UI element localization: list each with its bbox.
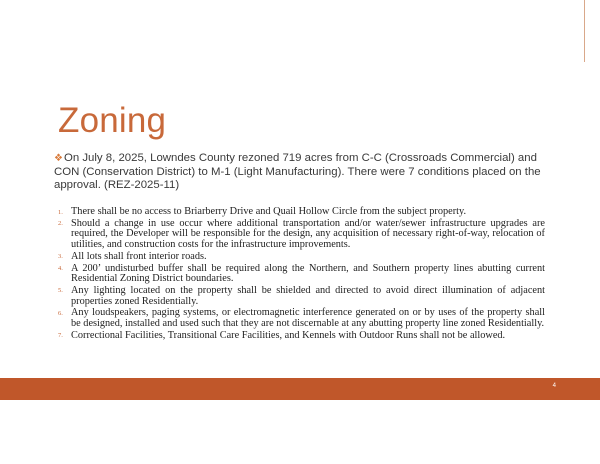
condition-item: [58, 219, 545, 251]
intro-bullet: [54, 152, 554, 193]
conditions-list: [58, 207, 545, 342]
condition-number: 7.: [58, 332, 63, 340]
condition-item: [58, 308, 545, 329]
slide-title: Zoning: [58, 101, 167, 140]
condition-number: 3.: [58, 253, 63, 261]
accent-rule: [584, 0, 585, 62]
condition-number: 4.: [58, 265, 63, 273]
intro-bullet-text: On July 8, 2025, Lowndes County rezoned 719 acres from C-C (Crossroads Commercial) and CON (Conservation District) to M-1 (Light Manufacturing). There were 7 conditions placed on the approval. (REZ-2025-11): [54, 152, 541, 192]
condition-item: [58, 207, 545, 218]
page-number: 4: [552, 383, 556, 389]
condition-number: 2.: [58, 220, 63, 228]
condition-text: All lots shall front interior roads.: [71, 250, 207, 262]
condition-item: [58, 331, 545, 342]
condition-number: 6.: [58, 309, 63, 317]
condition-item: [58, 264, 545, 285]
condition-number: 1.: [58, 208, 63, 216]
condition-item: [58, 252, 545, 263]
footer-bar: [0, 378, 600, 400]
condition-text: Correctional Facilities, Transitional Care Facilities, and Kennels with Outdoor Runs shall not be allowed.: [71, 329, 506, 341]
condition-item: [58, 286, 545, 307]
condition-text: Any lighting located on the property shall be shielded and directed to avoid direct illumination of adjacent properties zoned Residentially.: [71, 284, 545, 307]
condition-text: A 200’ undisturbed buffer shall be required along the Northern, and Southern property lines abutting current Residential Zoning District boundaries.: [71, 262, 545, 285]
condition-text: Should a change in use occur where additional transportation and/or water/sewer infrastructure upgrades are required, the Developer will be responsible for the design, any acquisition of necessary right-of-way, relocation of utilities, and construction costs for the infrastructure improvements.: [71, 217, 545, 250]
diamond-bullet-icon: ❖: [54, 153, 63, 164]
condition-text: There shall be no access to Briarberry Drive and Quail Hollow Circle from the subject property.: [71, 206, 467, 217]
condition-number: 5.: [58, 287, 63, 295]
condition-text: Any loudspeakers, paging systems, or electromagnetic interference generated on or by uses of the property shall be designed, installed and used such that they are not discernable at any abutting property line zoned Residentially.: [71, 307, 545, 329]
